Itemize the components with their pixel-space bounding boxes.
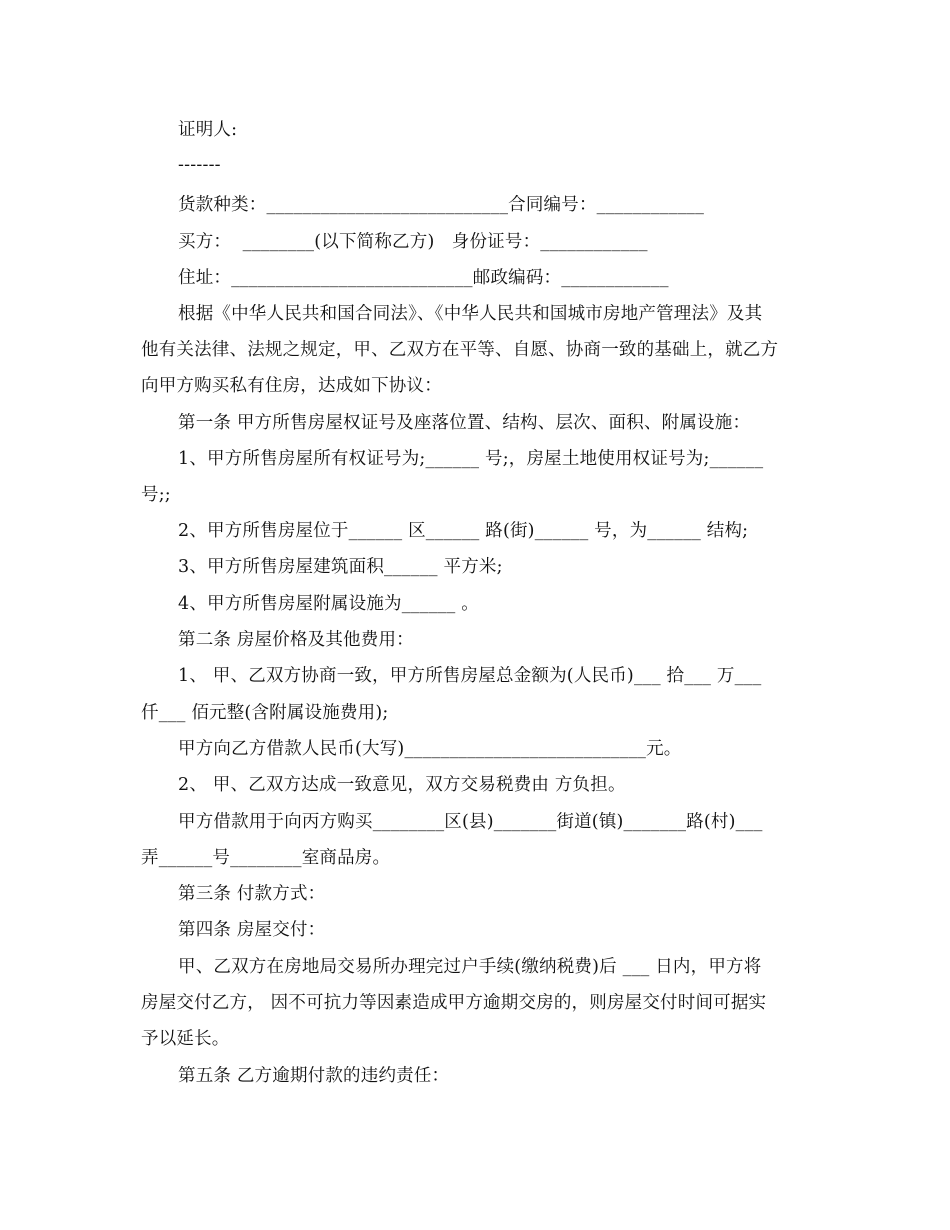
loan-purpose-line-2: 弄______号________室商品房。: [141, 848, 391, 868]
buyer-line: 买方： ________(以下简称乙方) 身份证号：____________: [178, 232, 648, 252]
article-2-item-2: 2、 甲、乙双方达成一致意见，双方交易税费由 方负担。: [178, 775, 626, 795]
article-1-item-1: 1、甲方所售房屋所有权证号为;______ 号;，房屋土地使用权证号为;______: [178, 449, 764, 469]
article-2-item-1: 1、 甲、乙双方协商一致，甲方所售房屋总金额为(人民币)___ 拾___ 万___: [178, 666, 762, 686]
article-1-item-3: 3、甲方所售房屋建筑面积______ 平方米;: [178, 557, 503, 577]
loan-purpose-line-1: 甲方借款用于向丙方购买________区(县)_______街道(镇)_______路(村)___: [178, 812, 763, 832]
article-4-line-1: 甲、乙双方在房地局交易所办理完过户手续(缴纳税费)后 ___ 日内，甲方将: [178, 957, 762, 977]
article-4-line-2: 房屋交付乙方， 因不可抗力等因素造成甲方逾期交房的，则房屋交付时间可据实: [141, 993, 767, 1013]
witness-blank: -------: [178, 155, 221, 175]
loan-type-line: 货款种类：___________________________合同编号：____________: [178, 195, 705, 215]
preamble-line-3: 向甲方购买私有住房，达成如下协议：: [141, 376, 442, 396]
loan-amount-line: 甲方向乙方借款人民币(大写)___________________________元。: [178, 739, 682, 759]
article-2-item-1-cont: 仟___ 佰元整(含附属设施费用);: [141, 703, 389, 723]
article-1-item-2: 2、甲方所售房屋位于______ 区______ 路(街)______ 号，为______ 结构;: [178, 521, 749, 541]
article-1-item-4: 4、甲方所售房屋附属设施为______ 。: [178, 594, 479, 614]
article-4-line-3: 予以延长。: [141, 1029, 230, 1049]
address-line: 住址：___________________________邮政编码：____________: [178, 268, 669, 288]
article-5-heading: 第五条 乙方逾期付款的违约责任：: [178, 1066, 450, 1086]
article-2-heading: 第二条 房屋价格及其他费用：: [178, 630, 414, 650]
article-1-heading: 第一条 甲方所售房屋权证号及座落位置、结构、层次、面积、附属设施：: [178, 413, 751, 433]
preamble-line-2: 他有关法律、法规之规定，甲、乙双方在平等、自愿、协商一致的基础上，就乙方: [141, 340, 779, 360]
article-4-heading: 第四条 房屋交付：: [178, 920, 326, 940]
witness-label: 证明人:: [178, 120, 238, 140]
preamble-line-1: 根据《中华人民共和国合同法》、《中华人民共和国城市房地产管理法》及其: [178, 304, 763, 324]
article-1-item-1-cont: 号;;: [141, 485, 171, 505]
article-3-heading: 第三条 付款方式：: [178, 884, 326, 904]
